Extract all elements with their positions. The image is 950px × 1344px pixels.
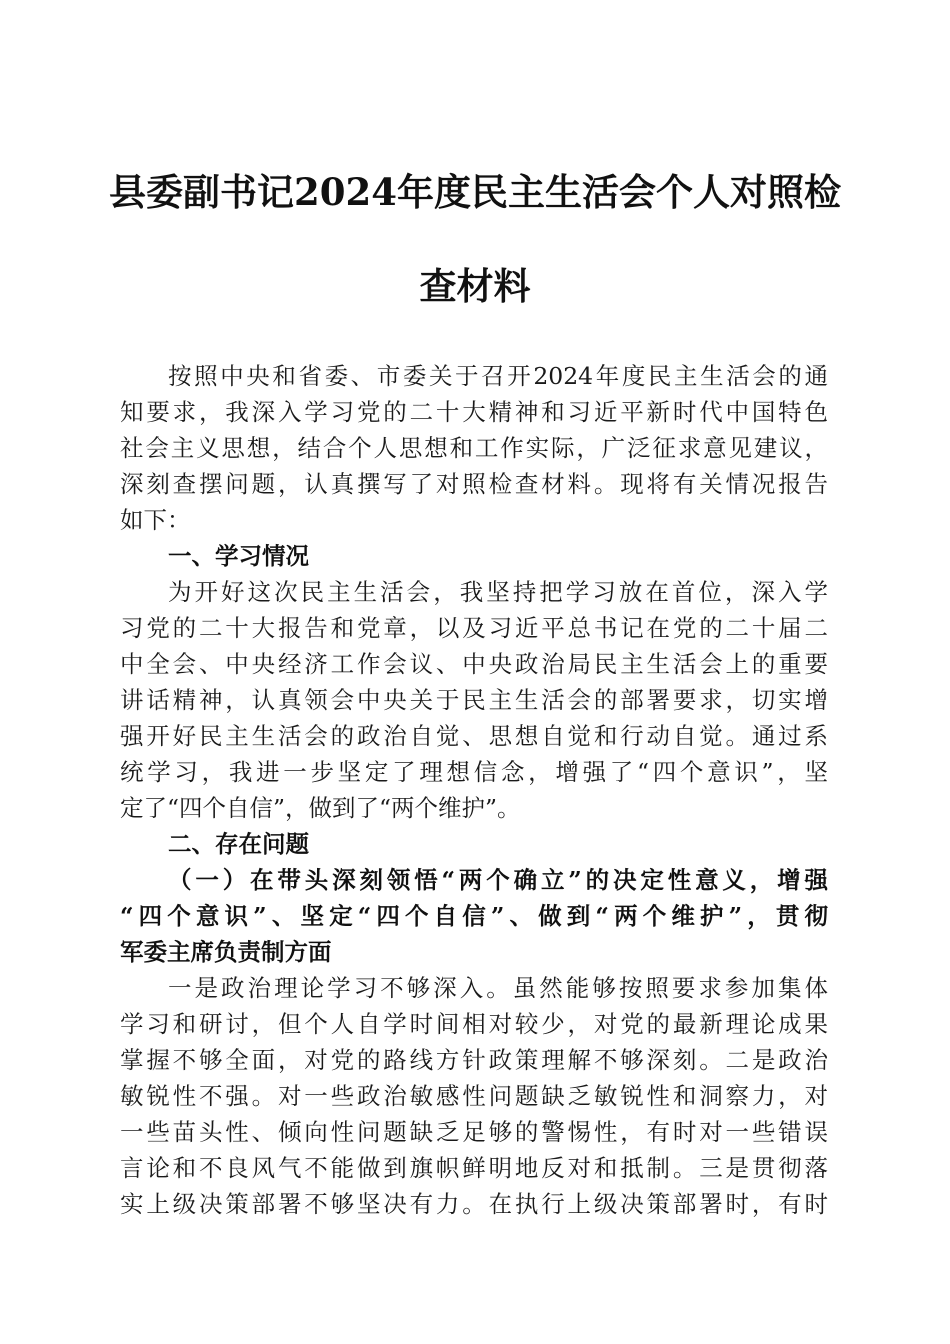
paragraph-study [120, 574, 828, 826]
text-line: （一）在带头深刻领悟“两个确立”的决定性意义，增强 [168, 866, 828, 894]
text-line: 为开好这次民主生活会，我坚持把学习放在首位，深入学 [168, 578, 828, 606]
text-line: 敏锐性不强。对一些政治敏感性问题缺乏敏锐性和洞察力，对 [120, 1082, 828, 1110]
text-line: 一些苗头性、倾向性问题缺乏足够的警惕性，有时对一些错误 [120, 1118, 828, 1146]
section-heading-study: 一、学习情况 [168, 542, 309, 570]
text-line: 社会主义思想，结合个人思想和工作实际，广泛征求意见建议， [120, 434, 828, 462]
text-line: 如下： [120, 506, 191, 534]
paragraph-intro [120, 358, 828, 538]
text-line: 深刻查摆问题，认真撰写了对照检查材料。现将有关情况报告 [120, 470, 828, 498]
text-line: 掌握不够全面，对党的路线方针政策理解不够深刻。二是政治 [120, 1046, 828, 1074]
text-line: 学习和研讨，但个人自学时间相对较少，对党的最新理论成果 [120, 1010, 828, 1038]
text-line: 言论和不良风气不能做到旗帜鲜明地反对和抵制。三是贯彻落 [120, 1154, 828, 1182]
text-line: 军委主席负责制方面 [120, 938, 332, 966]
title-line-1: 县委副书记2024年度民主生活会个人对照检 [109, 170, 841, 214]
text-line: 讲话精神，认真领会中央关于民主生活会的部署要求，切实增 [120, 686, 828, 714]
document-title [100, 168, 850, 310]
text-line: “四个意识”、坚定“四个自信”、做到“两个维护”，贯彻 [120, 902, 828, 930]
text-line: 中全会、中央经济工作会议、中央政治局民主生活会上的重要 [120, 650, 828, 678]
title-line-2: 查材料 [419, 264, 531, 308]
text-line: 一是政治理论学习不够深入。虽然能够按照要求参加集体 [168, 974, 828, 1002]
section-heading-problems: 二、存在问题 [168, 830, 309, 858]
text-line: 知要求，我深入学习党的二十大精神和习近平新时代中国特色 [120, 398, 828, 426]
text-line: 定了“四个自信”，做到了“两个维护”。 [120, 794, 521, 822]
text-line: 统学习，我进一步坚定了理想信念，增强了“四个意识”，坚 [120, 758, 828, 786]
paragraph-problems [120, 970, 828, 1222]
text-line: 习党的二十大报告和党章，以及习近平总书记在党的二十届二 [120, 614, 828, 642]
subsection-heading-1 [120, 862, 828, 970]
text-line: 实上级决策部署不够坚决有力。在执行上级决策部署时，有时 [120, 1190, 828, 1218]
text-line: 按照中央和省委、市委关于召开2024年度民主生活会的通 [168, 362, 828, 390]
text-line: 强开好民主生活会的政治自觉、思想自觉和行动自觉。通过系 [120, 722, 828, 750]
document-body [120, 358, 828, 1222]
